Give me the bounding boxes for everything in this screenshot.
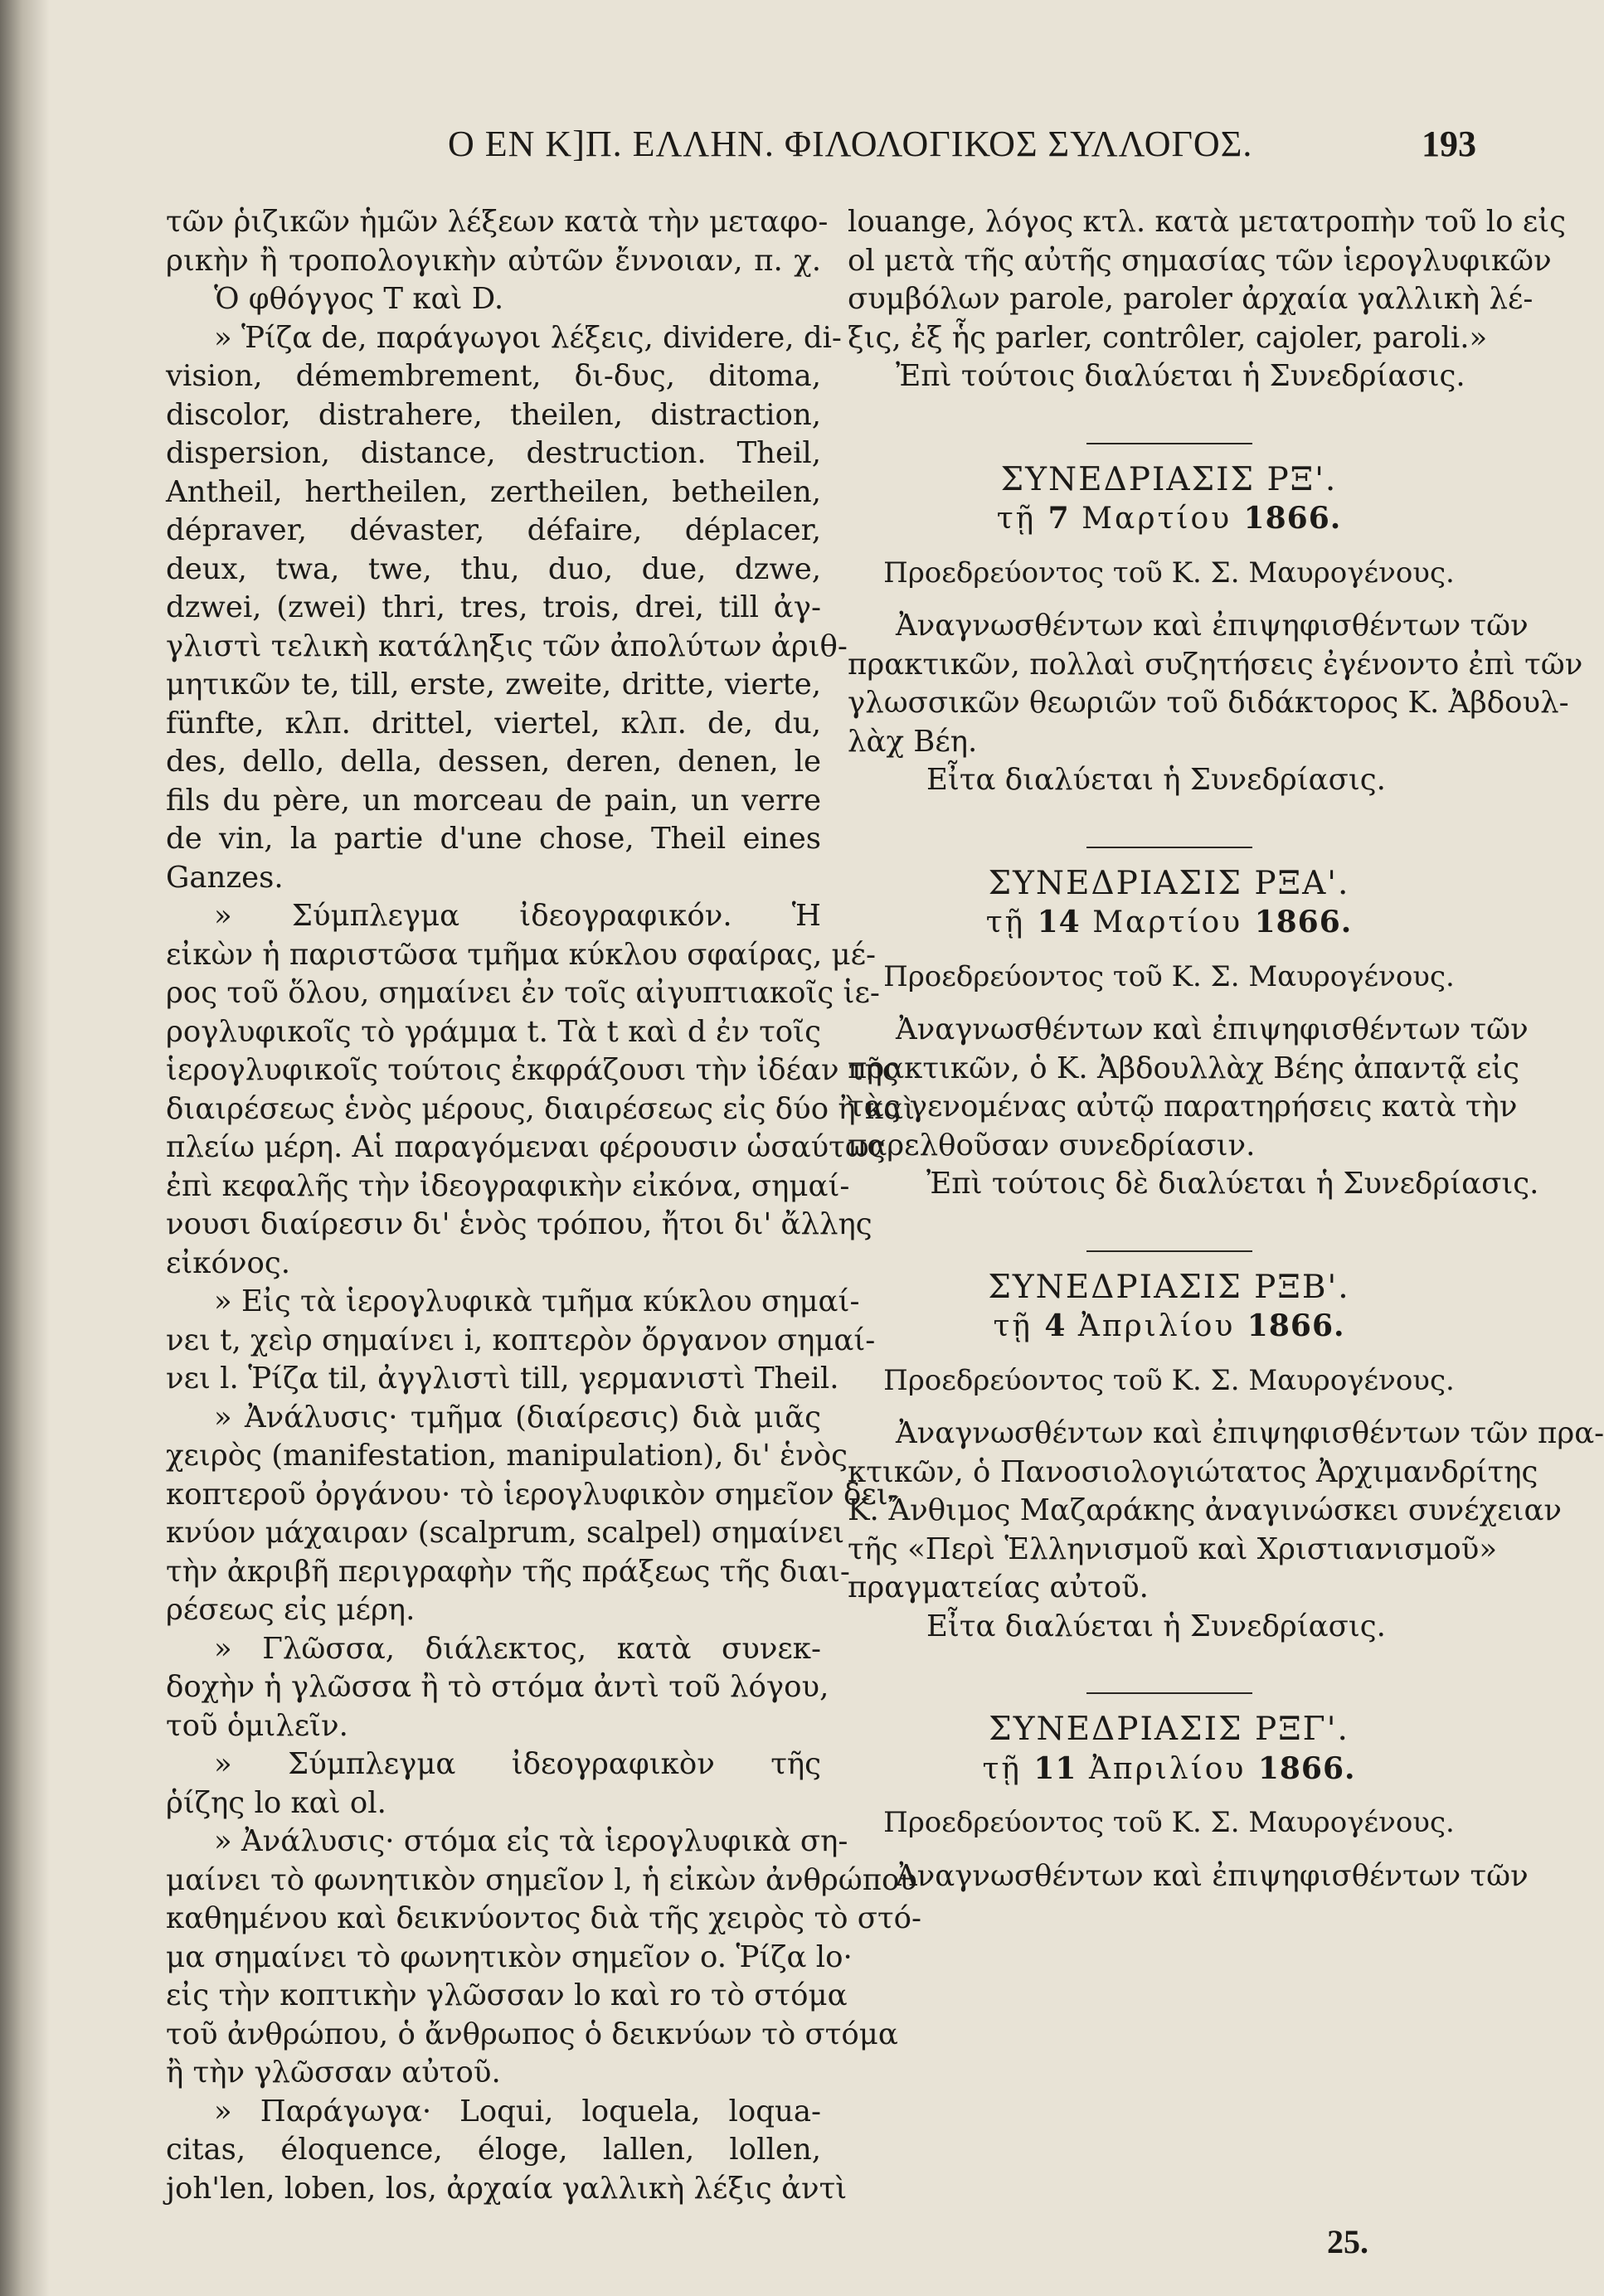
text-line: κνύον μάχαιραν (scalprum, scalpel) σημαίνει [166, 1516, 845, 1550]
text-line: τῆς «Περὶ Ἑλληνισμοῦ καὶ Χριστιανισμοῦ» [848, 1531, 1498, 1566]
session-closing: Εἶτα διαλύεται ἡ Συνεδρίασις. [926, 763, 1386, 797]
section-rule [1086, 847, 1252, 848]
text-line: γλωσσικῶν θεωριῶν τοῦ διδάκτορος Κ. Ἀβδουλ- [848, 686, 1569, 720]
session-president: Προεδρεύοντος τοῦ Κ. Σ. Μαυρογένους. [883, 1363, 1455, 1397]
text-line: des, dello, della, dessen, deren, denen, le [166, 745, 821, 779]
text-line: μητικῶν te, till, erste, zweite, dritte, vierte, [166, 667, 821, 701]
text-line: ol μετὰ τῆς αὐτῆς σημασίας τῶν ἱερογλυφικῶν [848, 243, 1552, 278]
sessions [848, 396, 1604, 1896]
date-month: Μαρτίου [1092, 905, 1243, 939]
spacer [848, 1646, 1490, 1686]
text-line: dzwei, (zwei) thri, tres, trois, drei, till ἀγ- [166, 590, 821, 624]
text-line: ρογλυφικοῖς τὸ γράμμα t. Τὰ t καὶ d ἐν τοῖς [166, 1014, 821, 1049]
session-president: Προεδρεύοντος τοῦ Κ. Σ. Μαυρογένους. [883, 959, 1455, 993]
session-date [848, 499, 1490, 539]
spacer [848, 943, 1490, 958]
text-line: Ἀναγνωσθέντων καὶ ἐπιψηφισθέντων τῶν [896, 1858, 1529, 1893]
text-line: τὰς γενομένας αὐτῷ παρατηρήσεις κατὰ τὴν [848, 1090, 1518, 1124]
spacer [848, 539, 1490, 554]
text-line: » Γλῶσσα, διάλεκτος, κατὰ συνεκ- [214, 1631, 821, 1666]
text-line: ἐπὶ κεφαλῆς τὴν ἰδεογραφικὴν εἰκόνα, σημαί- [166, 1168, 850, 1203]
date-year: 1866. [1247, 1308, 1345, 1343]
text-line: διαιρέσεως ἑνὸς μέρους, διαιρέσεως εἰς δύο ἢ καὶ [166, 1091, 915, 1126]
binding-shadow [0, 0, 50, 2296]
text-line: δοχὴν ἡ γλῶσσα ἢ τὸ στόμα ἀντὶ τοῦ λόγου, [166, 1670, 829, 1704]
session-date [848, 1750, 1490, 1789]
text-line: κτικῶν, ὁ Πανοσιολογιώτατος Ἀρχιμανδρίτης [848, 1454, 1538, 1489]
text-line: νει t, χεὶρ σημαίνει i, κοπτερὸν ὄργανον σημαί- [166, 1323, 876, 1357]
text-line: » Παράγωγα· Loqui, loquela, loqua- [214, 2094, 821, 2129]
session-closing: Ἐπὶ τούτοις δὲ διαλύεται ἡ Συνεδρίασις. [926, 1167, 1539, 1201]
text-line: ρέσεως εἰς μέρη. [166, 1593, 416, 1627]
text-line: Ἀναγνωσθέντων καὶ ἐπιψηφισθέντων τῶν [896, 609, 1529, 643]
text-line: ξις, ἐξ ἧς parler, contrôler, cajoler, paroli.» [848, 320, 1488, 355]
text-line: fünfte, κλπ. drittel, viertel, κλπ. de, du, [166, 706, 821, 740]
text-line: louange, λόγος κτλ. κατὰ μετατροπὴν τοῦ lo εἰς [848, 205, 1567, 239]
text-line: κοπτεροῦ ὀργάνου· τὸ ἱερογλυφικὸν σημεῖον δει- [166, 1477, 898, 1512]
date-prefix: τῇ [996, 502, 1037, 536]
text-line: καθημένου καὶ δεικνύοντος διὰ τῆς χειρὸς τὸ στό- [166, 1901, 922, 1935]
session-heading: ΣΥΝΕΔΡΙΑΣΙΣ ΡΞ'. [1000, 460, 1338, 498]
text-line: joh'len, loben, los, ἀρχαία γαλλικὴ λέξις ἀντὶ [166, 2171, 848, 2206]
text-line: ῥίζης lo καὶ ol. [166, 1785, 386, 1820]
session-block [848, 1204, 1604, 1647]
spacer [848, 1400, 1490, 1415]
date-day: 11 [1033, 1750, 1077, 1786]
running-header [166, 123, 1476, 172]
right-intro [848, 203, 1567, 396]
spacer [848, 1842, 1490, 1857]
text-line: vision, démembrement, δι-δυς, ditoma, [166, 359, 821, 393]
session-date [848, 903, 1490, 943]
text-line: » Σύμπλεγμα ἰδεογραφικὸν τῆς [214, 1747, 821, 1781]
text-line: de vin, la partie d'une chose, Theil eines [166, 822, 821, 856]
text-line: πρακτικῶν, πολλαὶ συζητήσεις ἐγένοντο ἐπὶ τῶν [848, 647, 1583, 682]
text-line: » Ἀνάλυσις· τμῆμα (διαίρεσις) διὰ μιᾶς [214, 1400, 821, 1434]
text-line: νουσι διαίρεσιν δι' ἑνὸς τρόπου, ἤτοι δι' ἄλλης [166, 1207, 872, 1241]
text-line: μαίνει τὸ φωνητικὸν σημεῖον l, ἡ εἰκὼν ἀνθρώπου [166, 1862, 918, 1897]
text-line: τῶν ῥιζικῶν ἡμῶν λέξεων κατὰ τὴν μεταφο- [166, 205, 829, 239]
page-number: 193 [1422, 124, 1476, 164]
text-line: τοῦ ὁμιλεῖν. [166, 1708, 348, 1743]
text-line: πλείω μέρη. Αἱ παραγόμεναι φέρουσιν ὡσαύτως [166, 1130, 886, 1164]
session-closing: Εἶτα διαλύεται ἡ Συνεδρίασις. [926, 1609, 1386, 1643]
section-rule [1086, 1692, 1252, 1694]
text-line: » Ἀνάλυσις· στόμα εἰς τὰ ἱερογλυφικὰ ση- [214, 1824, 848, 1858]
date-prefix: τῇ [993, 1309, 1033, 1343]
spacer [848, 996, 1490, 1011]
text-line: ἢ τὴν γλῶσσαν αὐτοῦ. [166, 2056, 501, 2090]
text-line: τοῦ ἀνθρώπου, ὁ ἄνθρωπος ὁ δεικνύων τὸ στόμα [166, 2017, 898, 2051]
date-day: 4 [1044, 1308, 1067, 1343]
text-line: ρος τοῦ ὅλου, σημαίνει ἐν τοῖς αἰγυπτιακοῖς ἱε- [166, 976, 880, 1010]
text-line: dépraver, dévaster, défaire, déplacer, [166, 513, 821, 547]
text-line: πραγματείας αὐτοῦ. [848, 1570, 1149, 1604]
text-line: χειρὸς (manifestation, manipulation), δι' ἑνὸς [166, 1439, 848, 1473]
date-prefix: τῇ [985, 905, 1026, 939]
session-block [848, 800, 1539, 1204]
session-heading: ΣΥΝΕΔΡΙΑΣΙΣ ΡΞΓ'. [989, 1711, 1349, 1748]
text-line: Ἐπὶ τούτοις διαλύεται ἡ Συνεδρίασις. [896, 359, 1465, 393]
text-line: συμβόλων parole, paroler ἀρχαία γαλλικὴ λέ- [848, 282, 1534, 316]
text-line: γλιστὶ τελικὴ κατάληξις τῶν ἀπολύτων ἀριθ- [166, 629, 848, 663]
spacer [848, 396, 1490, 436]
text-line: εἰκὼν ἡ παριστῶσα τμῆμα κύκλου σφαίρας, μέ- [166, 937, 877, 972]
date-year: 1866. [1243, 501, 1342, 536]
session-block [848, 1646, 1529, 1896]
text-line: εἰκόνος. [166, 1245, 290, 1280]
text-line: Ὁ φθόγγος T καὶ D. [214, 282, 504, 316]
text-line: εἰς τὴν κοπτικὴν γλῶσσαν lo καὶ ro τὸ στόμα [166, 1978, 848, 2012]
date-year: 1866. [1257, 1750, 1356, 1786]
text-line: πρακτικῶν, ὁ Κ. Ἀβδουλλὰχ Βέης ἀπαντᾷ εἰς [848, 1051, 1520, 1085]
text-line: Ganzes. [166, 860, 284, 895]
text-line: Ἀναγνωσθέντων καὶ ἐπιψηφισθέντων τῶν πρα- [896, 1416, 1604, 1450]
text-line: » Ῥίζα de, παράγωγοι λέξεις, dividere, di- [214, 320, 842, 355]
text-line: citas, éloquence, éloge, lallen, lollen, [166, 2133, 821, 2167]
spacer [848, 592, 1490, 607]
date-year: 1866. [1254, 905, 1353, 939]
text-line: discolor, distrahere, theilen, distraction, [166, 397, 821, 432]
text-line: παρελθοῦσαν συνεδρίασιν. [848, 1128, 1256, 1163]
text-line: dispersion, distance, destruction. Theil, [166, 436, 821, 470]
session-president: Προεδρεύοντος τοῦ Κ. Σ. Μαυρογένους. [883, 1806, 1455, 1839]
text-line: μα σημαίνει τὸ φωνητικὸν σημεῖον o. Ῥίζα lo· [166, 1939, 853, 1974]
text-line: ρικὴν ἢ τροπολογικὴν αὐτῶν ἔννοιαν, π. χ. [166, 243, 821, 278]
date-month: Ἀπριλίου [1077, 1309, 1236, 1343]
spacer [848, 1347, 1490, 1362]
right-column [848, 203, 1604, 1896]
session-heading: ΣΥΝΕΔΡΙΑΣΙΣ ΡΞΒ'. [988, 1268, 1350, 1306]
date-prefix: τῇ [982, 1751, 1022, 1786]
text-line: Ἀναγνωσθέντων καὶ ἐπιψηφισθέντων τῶν [896, 1012, 1529, 1046]
running-title: Ο ΕΝ Κ]Π. ΕΛΛΗΝ. ΦΙΛΟΛΟΓΙΚΟΣ ΣΥΛΛΟΓΟΣ. [448, 124, 1253, 164]
session-heading: ΣΥΝΕΔΡΙΑΣΙΣ ΡΞΑ'. [988, 864, 1350, 902]
section-rule [1086, 443, 1252, 444]
date-month: Μαρτίου [1081, 502, 1232, 536]
sheet-number: 25. [1327, 2223, 1368, 2260]
text-line: Κ. Ἄνθιμος Μαζαράκης ἀναγινώσκει συνέχειαν [848, 1493, 1562, 1527]
spacer [848, 800, 1490, 840]
text-line: τὴν ἀκριβῆ περιγραφὴν τῆς πράξεως τῆς διαι- [166, 1554, 850, 1589]
section-rule [1086, 1250, 1252, 1252]
date-month: Ἀπριλίου [1088, 1751, 1247, 1786]
text-line: Antheil, hertheilen, zertheilen, betheilen, [166, 474, 821, 509]
text-line: deux, twa, twe, thu, duo, due, dzwe, [166, 551, 821, 586]
date-day: 14 [1037, 905, 1081, 939]
session-president: Προεδρεύοντος τοῦ Κ. Σ. Μαυρογένους. [883, 556, 1455, 590]
text-line: νει l. Ῥίζα til, ἀγγλιστὶ till, γερμανιστὶ Theil. [166, 1362, 839, 1396]
date-day: 7 [1047, 501, 1070, 536]
text-line: ἱερογλυφικοῖς τούτοις ἐκφράζουσι τὴν ἰδέαν τῆς [166, 1053, 899, 1087]
spacer [848, 1789, 1490, 1803]
text-line: » Σύμπλεγμα ἰδεογραφικόν. Ἡ [214, 899, 821, 933]
text-line: fils du père, un morceau de pain, un verre [166, 783, 821, 818]
session-block [848, 396, 1583, 800]
spacer [848, 1204, 1490, 1244]
text-line: » Εἰς τὰ ἱερογλυφικὰ τμῆμα κύκλου σημαί- [214, 1284, 860, 1318]
text-line: λὰχ Βέη. [848, 724, 978, 759]
session-date [848, 1307, 1490, 1347]
